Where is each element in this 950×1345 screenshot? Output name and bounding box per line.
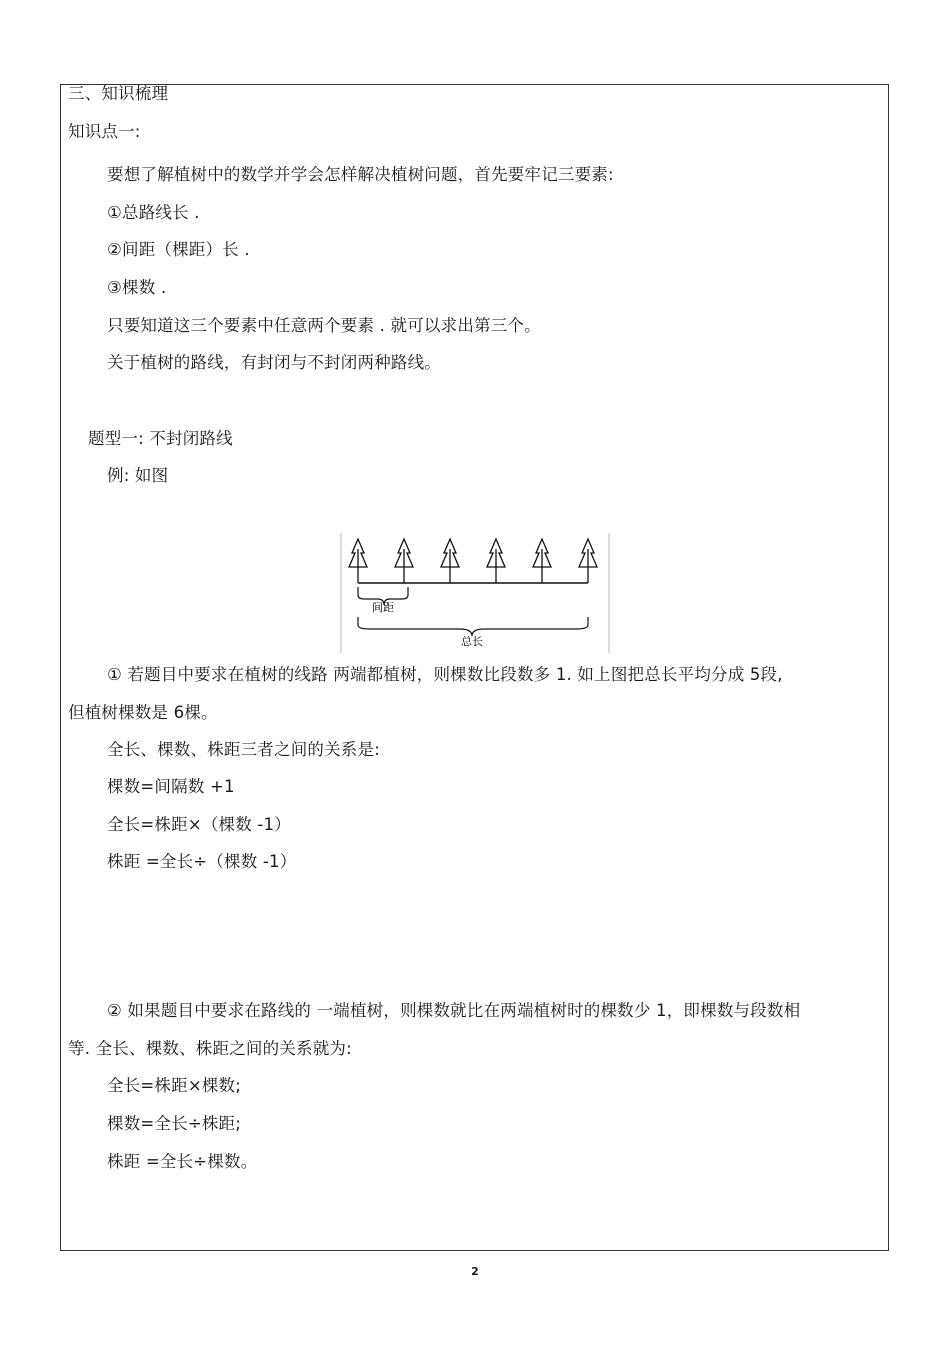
page-number: 2: [471, 1265, 479, 1278]
rule-text: 只要知道这三个要素中任意两个要素 . 就可以求出第三个。: [107, 316, 541, 335]
case1-line2: 但植树棵数是 6棵。: [68, 703, 218, 722]
tree-icon: [441, 539, 459, 583]
case1-relation-intro: 全长、棵数、株距三者之间的关系是:: [107, 740, 380, 759]
case2-formula-2: 棵数=全长÷株距;: [107, 1114, 242, 1133]
tree-row: [349, 539, 597, 583]
case2-line2: 等. 全长、棵数、株距之间的关系就为:: [68, 1039, 352, 1058]
tree-icon: [487, 539, 505, 583]
case1-formula-1: 棵数=间隔数 +1: [107, 777, 235, 796]
tree-planting-figure: [340, 533, 610, 653]
tree-icon: [533, 539, 551, 583]
element-total-length: ①总路线长 .: [107, 203, 200, 222]
intro-text: 要想了解植树中的数学并学会怎样解决植树问题，首先要牢记三要素:: [107, 165, 614, 184]
element-tree-count: ③棵数 .: [107, 278, 167, 297]
total-brace: [358, 617, 588, 636]
example-label: 例: 如图: [107, 466, 169, 485]
case1-formula-2: 全长=株距×（棵数 -1）: [107, 815, 291, 834]
section-heading: 三、知识梳理: [68, 84, 169, 103]
case2-line1: ② 如果题目中要求在路线的 一端植树，则棵数就比在两端植树时的棵数少 1，即棵数与段数相: [107, 1001, 801, 1020]
tree-icon: [349, 539, 367, 583]
element-spacing: ②间距（棵距）长 .: [107, 240, 250, 259]
route-types-text: 关于植树的路线，有封闭与不封闭两种路线。: [107, 353, 441, 372]
tree-icon: [395, 539, 413, 583]
knowledge-point-label: 知识点一:: [68, 122, 141, 141]
case2-formula-3: 株距 =全长÷棵数。: [107, 1152, 258, 1171]
case1-formula-3: 株距 =全长÷（棵数 -1）: [107, 852, 297, 871]
case1-line1: ① 若题目中要求在植树的线路 两端都植树，则棵数比段数多 1. 如上图把总长平均分成 5段,: [107, 665, 783, 684]
tree-icon: [579, 539, 597, 583]
type-one-heading: 题型一: 不封闭路线: [88, 429, 233, 448]
total-label: 总长: [461, 635, 483, 648]
spacing-label: 间距: [372, 601, 394, 614]
case2-formula-1: 全长=株距×棵数;: [107, 1076, 242, 1095]
